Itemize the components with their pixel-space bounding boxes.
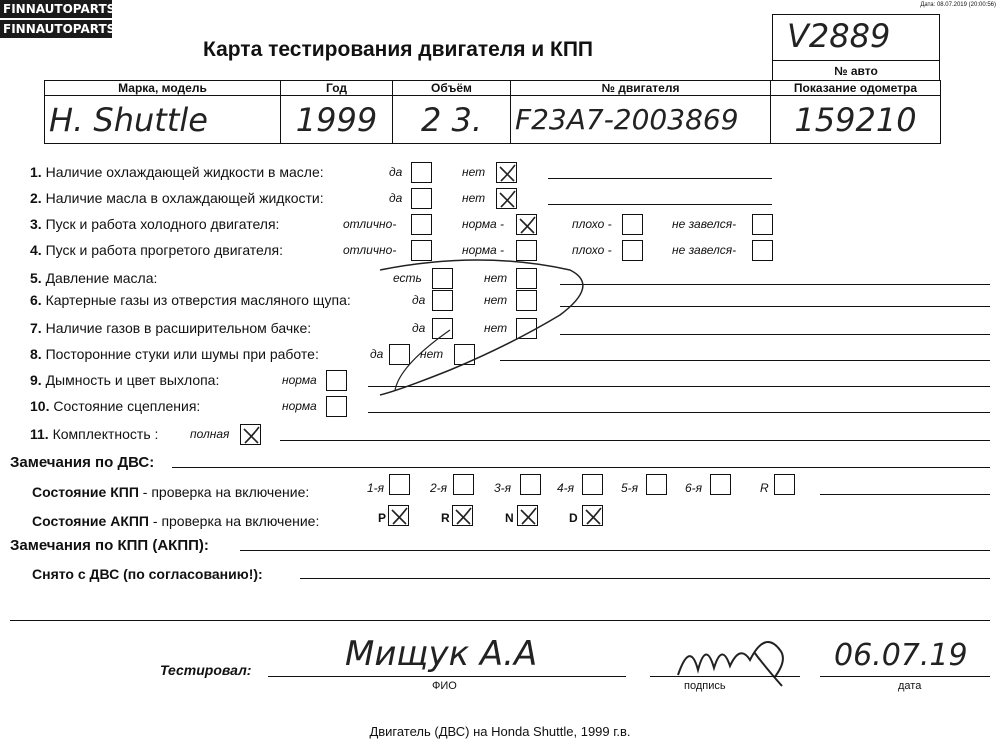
kpp-gear-checkbox[interactable] xyxy=(774,474,795,495)
item-number: 8. xyxy=(30,346,46,362)
kpp-gear-label: 3-я xyxy=(494,481,512,495)
item-4-option-label: норма - xyxy=(462,243,505,257)
watermark-top: FINNAUTOPARTS xyxy=(0,0,112,18)
item-9-checkbox[interactable] xyxy=(326,370,347,391)
item-text: Картерные газы из отверстия масляного щупа: xyxy=(45,292,351,308)
akpp-gear-checkbox[interactable] xyxy=(388,505,409,526)
signature-line xyxy=(650,676,800,677)
item-1-line xyxy=(548,178,772,179)
item-text: Наличие газов в расширительном бачке: xyxy=(45,320,312,336)
item-2-checkbox[interactable] xyxy=(496,188,517,209)
item-11-line xyxy=(280,440,990,441)
checkmark-icon xyxy=(241,425,263,447)
item-text: Дымность и цвет выхлопа: xyxy=(45,372,220,388)
item-1-option-label: нет xyxy=(462,165,486,179)
item-10-label xyxy=(30,398,200,414)
odometer-value: 159210 xyxy=(771,96,941,144)
item-4-option-label: отлично- xyxy=(343,243,397,257)
volume-value: 2 3. xyxy=(393,96,511,144)
item-4-checkbox[interactable] xyxy=(752,240,773,261)
kpp-gear-checkbox[interactable] xyxy=(582,474,603,495)
akpp-label xyxy=(32,513,319,529)
item-1-option-label: да xyxy=(389,165,403,179)
signature-label: подпись xyxy=(684,680,726,692)
kpp-gear-label: 6-я xyxy=(685,481,703,495)
item-2-option-label: нет xyxy=(462,191,486,205)
col-model-label: Марка, модель xyxy=(45,81,281,96)
item-number: 7. xyxy=(30,320,46,336)
item-number: 10. xyxy=(30,398,54,414)
item-10-option-label: норма xyxy=(282,399,317,413)
checkmark-icon xyxy=(389,506,411,528)
item-3-checkbox[interactable] xyxy=(411,214,432,235)
kpp-gear-label: R xyxy=(760,481,769,495)
header-date: Дата: 08.07.2019 (20:00:56) xyxy=(920,2,996,8)
date-label: дата xyxy=(898,680,922,692)
page-title: Карта тестирования двигателя и КПП xyxy=(203,38,594,61)
col-odometer-label: Показание одометра xyxy=(771,81,941,96)
item-text: Комплектность : xyxy=(52,426,159,442)
kpp-gear-checkbox[interactable] xyxy=(453,474,474,495)
checkmark-icon xyxy=(517,215,539,237)
date-line xyxy=(820,676,990,677)
item-8-label xyxy=(30,346,319,362)
item-8-option-label: нет xyxy=(420,347,444,361)
item-number: 1. xyxy=(30,164,46,180)
item-4-checkbox[interactable] xyxy=(622,240,643,261)
item-4-option-label: не завелся- xyxy=(672,243,737,257)
item-5-line xyxy=(560,284,990,285)
item-11-option-label: полная xyxy=(190,427,230,441)
item-1-label xyxy=(30,164,324,180)
kpp-label xyxy=(32,484,309,500)
item-text: Посторонние стуки или шумы при работе: xyxy=(45,346,319,362)
item-10-checkbox[interactable] xyxy=(326,396,347,417)
item-2-line xyxy=(548,204,772,205)
removed-line xyxy=(300,578,990,579)
item-4-label xyxy=(30,242,283,258)
item-3-checkbox[interactable] xyxy=(516,214,537,235)
item-text: Наличие охлаждающей жидкости в масле: xyxy=(45,164,324,180)
kpp-gear-label: 4-я xyxy=(557,481,575,495)
kpp-remarks-label: Замечания по КПП (АКПП): xyxy=(10,537,209,554)
item-number: 2. xyxy=(30,190,46,206)
kpp-gear-checkbox[interactable] xyxy=(520,474,541,495)
checkmark-icon xyxy=(497,189,519,211)
item-11-checkbox[interactable] xyxy=(240,424,261,445)
vehicle-table xyxy=(44,80,941,144)
kpp-gear-checkbox[interactable] xyxy=(710,474,731,495)
akpp-gear-label: P xyxy=(378,511,387,525)
kpp-gear-label: 1-я xyxy=(367,481,385,495)
checkmark-icon xyxy=(453,506,475,528)
item-1-checkbox[interactable] xyxy=(411,162,432,183)
watermark-bottom: FINNAUTOPARTS xyxy=(0,20,112,38)
dvs-remarks-line xyxy=(172,467,990,468)
test-date: 06.07.19 xyxy=(834,638,968,673)
item-3-option-label: отлично- xyxy=(343,217,397,231)
item-number: 9. xyxy=(30,372,46,388)
item-6-line xyxy=(560,306,990,307)
kpp-gear-label: 2-я xyxy=(430,481,448,495)
col-engine-label: № двигателя xyxy=(511,81,771,96)
item-3-checkbox[interactable] xyxy=(752,214,773,235)
item-7-option-label: да xyxy=(412,321,426,335)
engine-no-value: F23A7-2003869 xyxy=(511,96,771,144)
item-5-option-label: нет xyxy=(484,271,508,285)
item-1-checkbox[interactable] xyxy=(496,162,517,183)
kpp-gear-checkbox[interactable] xyxy=(389,474,410,495)
akpp-gear-checkbox[interactable] xyxy=(452,505,473,526)
auto-no-label: № авто xyxy=(772,60,940,80)
item-7-label xyxy=(30,320,311,336)
model-value: H. Shuttle xyxy=(45,96,281,144)
item-text: Пуск и работа прогретого двигателя: xyxy=(45,242,284,258)
item-6-option-label: да xyxy=(412,293,426,307)
akpp-gear-checkbox[interactable] xyxy=(582,505,603,526)
kpp-label-bold: Состояние КПП xyxy=(32,484,139,500)
fio-line xyxy=(268,676,626,677)
akpp-label-bold: Состояние АКПП xyxy=(32,513,149,529)
dvs-remarks-label: Замечания по ДВС: xyxy=(10,454,155,471)
item-3-option-label: норма - xyxy=(462,217,505,231)
item-text: Состояние сцепления: xyxy=(53,398,201,414)
akpp-gear-label: R xyxy=(441,511,450,525)
kpp-label-suffix: - проверка на включение: xyxy=(138,484,310,500)
item-3-checkbox[interactable] xyxy=(622,214,643,235)
kpp-gear-checkbox[interactable] xyxy=(646,474,667,495)
akpp-label-suffix: - проверка на включение: xyxy=(149,513,320,529)
tested-by-label: Тестировал: xyxy=(160,662,252,678)
auto-no-value: V2889 xyxy=(787,17,891,55)
item-3-option-label: плохо - xyxy=(572,217,612,231)
tester-name: Мищук А.А xyxy=(345,634,538,674)
akpp-gear-label: N xyxy=(505,511,514,525)
item-9-label xyxy=(30,372,219,388)
col-year-label: Год xyxy=(281,81,393,96)
fio-label: ФИО xyxy=(432,680,457,692)
item-6-label xyxy=(30,292,351,308)
item-text: Пуск и работа холодного двигателя: xyxy=(45,216,280,232)
item-number: 11. xyxy=(30,426,53,442)
handwritten-squiggle xyxy=(360,255,600,415)
item-3-label xyxy=(30,216,279,232)
footer-caption: Двигатель (ДВС) на Honda Shuttle, 1999 г.в. xyxy=(369,724,631,739)
checkmark-icon xyxy=(518,506,540,528)
item-5-option-label: есть xyxy=(393,271,422,285)
item-4-option-label: плохо - xyxy=(572,243,612,257)
item-7-line xyxy=(560,334,990,335)
item-8-option-label: да xyxy=(370,347,384,361)
item-2-checkbox[interactable] xyxy=(411,188,432,209)
item-number: 5. xyxy=(30,270,46,286)
col-volume-label: Объём xyxy=(393,81,511,96)
item-text: Давление масла: xyxy=(45,270,158,286)
item-9-option-label: норма xyxy=(282,373,317,387)
item-6-option-label: нет xyxy=(484,293,508,307)
year-value: 1999 xyxy=(281,96,393,144)
item-number: 3. xyxy=(30,216,46,232)
checkmark-icon xyxy=(497,163,519,185)
item-2-label xyxy=(30,190,324,206)
item-2-option-label: да xyxy=(389,191,403,205)
removed-label: Снято с ДВС (по согласованию!): xyxy=(32,566,263,582)
auto-no-box xyxy=(772,14,940,60)
item-3-option-label: не завелся- xyxy=(672,217,737,231)
item-number: 4. xyxy=(30,242,46,258)
kpp-line xyxy=(820,494,990,495)
kpp-gear-label: 5-я xyxy=(621,481,639,495)
checkmark-icon xyxy=(583,506,605,528)
blank-line xyxy=(10,620,990,621)
item-11-label xyxy=(30,426,158,442)
item-5-label xyxy=(30,270,157,286)
item-number: 6. xyxy=(30,292,46,308)
akpp-gear-checkbox[interactable] xyxy=(517,505,538,526)
item-text: Наличие масла в охлаждающей жидкости: xyxy=(45,190,324,206)
kpp-remarks-line xyxy=(240,550,990,551)
item-7-option-label: нет xyxy=(484,321,508,335)
akpp-gear-label: D xyxy=(569,511,578,525)
